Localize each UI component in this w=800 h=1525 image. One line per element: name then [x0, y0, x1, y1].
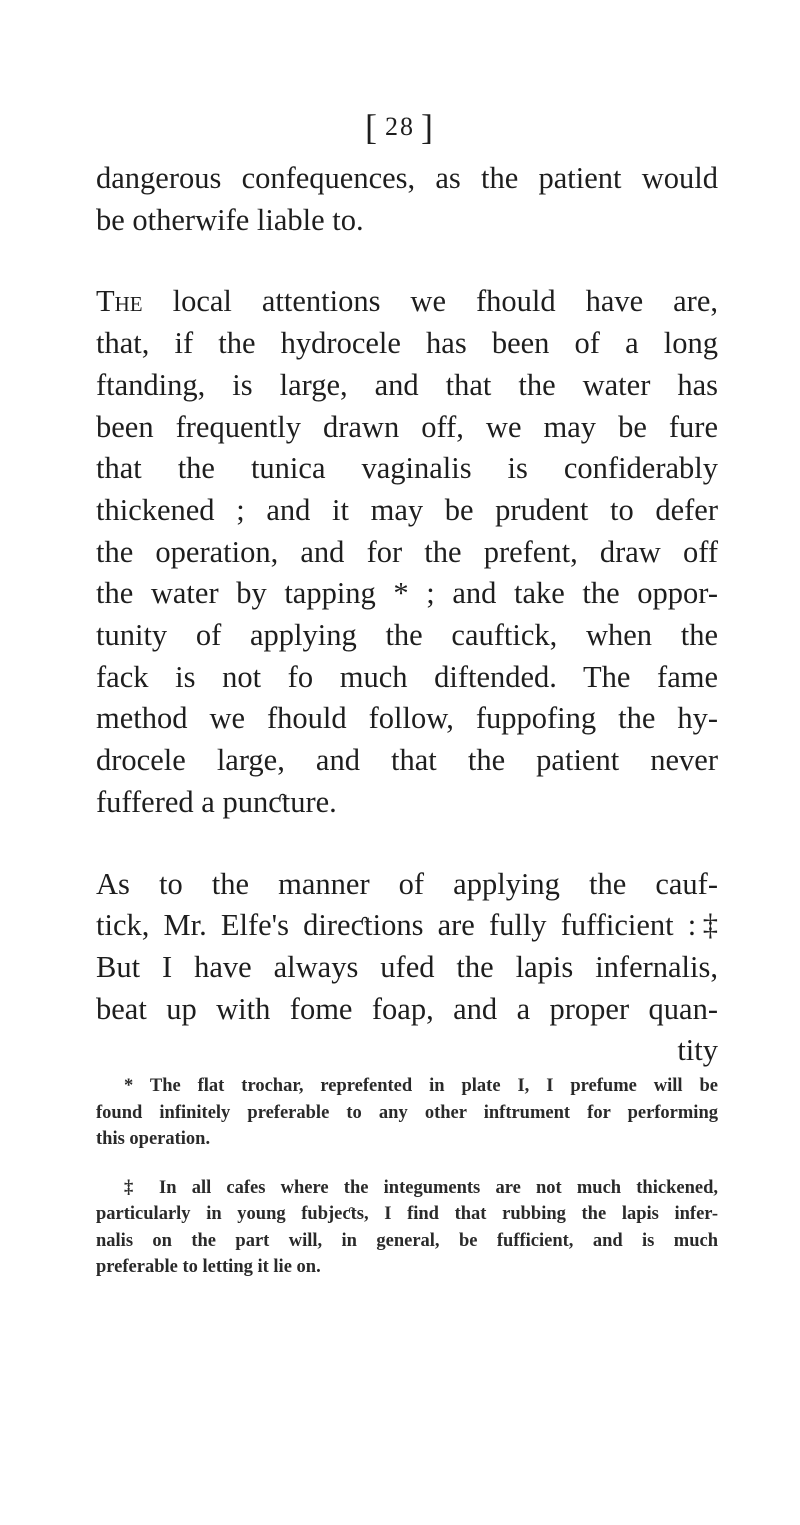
text-line: tunity of applying the cauftick, when the — [96, 618, 718, 653]
footnotes — [96, 1073, 718, 1281]
footnote-line: this operation. — [96, 1129, 211, 1149]
text-line: thickened ; and it may be prudent to defer — [96, 492, 718, 527]
catchword: tity — [677, 1033, 718, 1068]
text-line: method we fhould follow, fuppofing the hy- — [96, 701, 718, 736]
paragraph-1 — [96, 158, 718, 241]
page-header — [0, 106, 800, 148]
text-line: that, if the hydrocele has been of a long — [96, 326, 718, 361]
text-line: been frequently drawn off, we may be fure — [96, 409, 718, 444]
text-line: that the tunica vaginalis is confiderably — [96, 451, 718, 486]
footnote-line: preferable to letting it lie on. — [96, 1257, 321, 1277]
text-line: the operation, and for the prefent, draw off — [96, 534, 718, 569]
text-line: tick, Mr. Elfe's direƈtions are fully fufficient :‡ — [96, 908, 718, 943]
footnote-line: nalis on the part will, in general, be fufficient, and is much — [96, 1230, 718, 1251]
text-line: dangerous confequences, as the patient would — [96, 161, 718, 195]
paragraph-lead-word: The — [96, 284, 143, 319]
text-line: the water by tapping * ; and take the oppor- — [96, 576, 718, 611]
text-line: drocele large, and that the patient never — [96, 743, 718, 778]
footnote-line: found infinitely preferable to any other inftrument for performing — [96, 1102, 718, 1123]
footnote-line: ‡ In all cafes where the integuments are not much thickened, — [124, 1177, 718, 1198]
text-line: be otherwife liable to. — [96, 202, 364, 237]
page-number: 28 — [385, 112, 415, 141]
footnote-double-dagger — [96, 1175, 718, 1281]
text-line: fack is not fo much diftended. The fame — [96, 659, 718, 694]
footnote-line: * The flat trochar, reprefented in plate I, I prefume will be — [124, 1076, 718, 1096]
header-open-bracket: [ — [365, 107, 379, 147]
text-line: beat up with fome foap, and a proper quan- — [96, 991, 718, 1026]
paragraph-2 — [96, 281, 718, 823]
text-line: fuffered a punƈture. — [96, 784, 337, 819]
text-line: As to the manner of applying the cauf- — [96, 866, 718, 901]
paragraph-3 — [96, 864, 718, 1073]
body-text — [96, 158, 718, 1072]
text-line: ftanding, is large, and that the water has — [96, 367, 718, 402]
footnote-asterisk — [96, 1073, 718, 1153]
text-line: But I have always ufed the lapis infernalis, — [96, 949, 718, 984]
text-line-first — [96, 281, 718, 323]
header-close-bracket: ] — [421, 107, 435, 147]
text-line-rest: local attentions we fhould have are, — [142, 284, 718, 319]
footnote-line: particularly in young fubjeƈts, I find that rubbing the lapis infer- — [96, 1204, 718, 1224]
